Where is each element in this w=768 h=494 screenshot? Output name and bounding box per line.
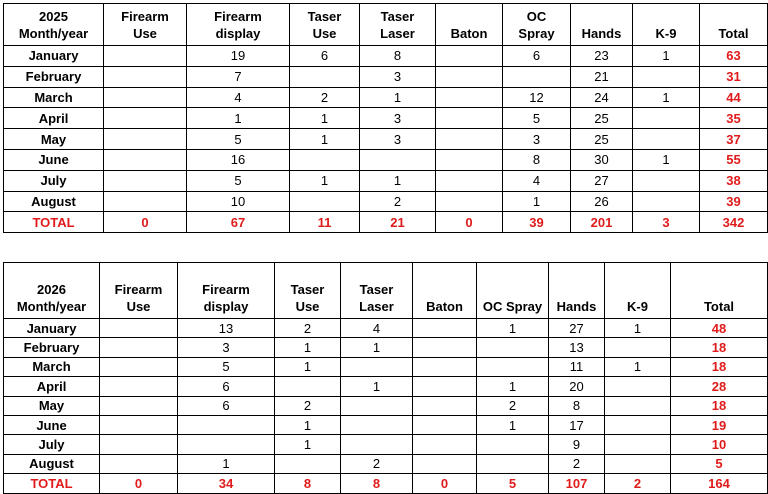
table-cell <box>436 149 503 170</box>
header-line: OC <box>526 9 547 24</box>
row-total-cell: 31 <box>700 66 768 87</box>
table-cell <box>477 435 549 454</box>
table-2026 <box>3 262 768 494</box>
table-cell: 8 <box>360 46 436 67</box>
row-total-cell: 35 <box>700 108 768 129</box>
table-cell: 2 <box>360 191 436 212</box>
table-cell <box>104 191 187 212</box>
table-cell: 2 <box>275 396 341 415</box>
table-cell: 25 <box>571 129 633 150</box>
table-cell: 1 <box>633 149 700 170</box>
table-cell <box>413 415 477 434</box>
table-cell: 2 <box>341 454 413 473</box>
table-cell: 21 <box>571 66 633 87</box>
table-cell <box>413 319 477 338</box>
table-cell: 24 <box>571 87 633 108</box>
table-cell: 19 <box>187 46 290 67</box>
column-header <box>477 263 549 319</box>
table-cell: 9 <box>549 435 605 454</box>
row-total-cell: 18 <box>671 338 768 357</box>
column-header <box>571 4 633 46</box>
month-cell: August <box>4 454 100 473</box>
table-row <box>4 357 768 376</box>
column-header <box>178 263 275 319</box>
table-cell: 13 <box>549 338 605 357</box>
month-cell: April <box>4 377 100 396</box>
table-cell <box>605 338 671 357</box>
header-line: Baton <box>426 299 463 314</box>
header-line: Firearm <box>202 282 250 297</box>
month-cell: January <box>4 46 104 67</box>
table-cell: 1 <box>290 108 360 129</box>
table-row <box>4 149 768 170</box>
month-cell: February <box>4 66 104 87</box>
row-total-cell: 38 <box>700 170 768 191</box>
total-cell: 11 <box>290 212 360 233</box>
table-cell: 17 <box>549 415 605 434</box>
table-cell <box>104 46 187 67</box>
header-line: Hands <box>556 299 597 314</box>
row-total-cell: 48 <box>671 319 768 338</box>
header-line: Total <box>703 299 735 314</box>
table-cell: 1 <box>633 87 700 108</box>
table-cell: 1 <box>360 87 436 108</box>
row-total-cell: 39 <box>700 191 768 212</box>
header-line: 2025 <box>39 9 68 24</box>
table-cell <box>477 454 549 473</box>
table-cell: 1 <box>477 319 549 338</box>
column-header <box>187 4 290 46</box>
table-cell: 7 <box>187 66 290 87</box>
month-cell: January <box>4 319 100 338</box>
table-cell: 27 <box>549 319 605 338</box>
table-cell: 1 <box>605 357 671 376</box>
table-row <box>4 435 768 454</box>
header-row <box>4 263 768 319</box>
table-cell: 3 <box>178 338 275 357</box>
table-cell <box>178 435 275 454</box>
table-cell: 1 <box>275 338 341 357</box>
table-cell: 12 <box>503 87 571 108</box>
table-cell: 5 <box>178 357 275 376</box>
table-cell: 1 <box>633 46 700 67</box>
table-cell <box>605 415 671 434</box>
table-cell <box>100 357 178 376</box>
table-cell: 20 <box>549 377 605 396</box>
column-header <box>671 263 768 319</box>
table-cell <box>413 357 477 376</box>
row-total-cell: 44 <box>700 87 768 108</box>
total-cell: 8 <box>341 474 413 493</box>
month-cell: July <box>4 435 100 454</box>
header-line: 2026 <box>37 282 66 297</box>
month-cell: August <box>4 191 104 212</box>
header-row <box>4 4 768 46</box>
table-cell: 3 <box>503 129 571 150</box>
table-cell <box>633 108 700 129</box>
header-line: Month/year <box>18 26 89 41</box>
total-cell: 0 <box>413 474 477 493</box>
table-cell: 1 <box>178 454 275 473</box>
table-cell <box>104 87 187 108</box>
header-line: Firearm <box>121 9 169 24</box>
total-cell: 0 <box>100 474 178 493</box>
table-cell <box>104 108 187 129</box>
table-cell: 1 <box>187 108 290 129</box>
table-cell: 1 <box>290 129 360 150</box>
month-cell: March <box>4 357 100 376</box>
table-cell <box>104 129 187 150</box>
table-row <box>4 338 768 357</box>
total-label: TOTAL <box>4 212 104 233</box>
total-label: TOTAL <box>4 474 100 493</box>
table-cell: 30 <box>571 149 633 170</box>
row-total-cell: 18 <box>671 357 768 376</box>
column-header <box>290 4 360 46</box>
table-cell: 8 <box>549 396 605 415</box>
month-cell: May <box>4 129 104 150</box>
table-row <box>4 170 768 191</box>
table-cell: 1 <box>503 191 571 212</box>
table-cell <box>633 66 700 87</box>
table-cell <box>341 396 413 415</box>
table-row <box>4 46 768 67</box>
table-cell <box>413 377 477 396</box>
month-cell: April <box>4 108 104 129</box>
total-cell: 201 <box>571 212 633 233</box>
header-line: Use <box>295 299 320 314</box>
table-cell <box>436 46 503 67</box>
table-cell <box>477 338 549 357</box>
table-cell <box>100 415 178 434</box>
table-cell <box>477 357 549 376</box>
table-cell: 2 <box>477 396 549 415</box>
header-line: Total <box>718 26 749 41</box>
header-line: Baton <box>450 26 488 41</box>
total-cell: 39 <box>503 212 571 233</box>
table-cell <box>275 454 341 473</box>
table-cell: 1 <box>275 435 341 454</box>
table-cell: 1 <box>290 170 360 191</box>
table-cell <box>341 435 413 454</box>
header-line: Use <box>312 26 337 41</box>
table-cell <box>633 129 700 150</box>
row-total-cell: 37 <box>700 129 768 150</box>
row-total-cell: 18 <box>671 396 768 415</box>
table-cell <box>436 170 503 191</box>
total-cell: 5 <box>477 474 549 493</box>
table-cell <box>100 454 178 473</box>
table-cell <box>605 377 671 396</box>
header-line: Firearm <box>114 282 163 297</box>
table-cell: 2 <box>549 454 605 473</box>
table-row <box>4 108 768 129</box>
table-cell <box>100 319 178 338</box>
column-header <box>549 263 605 319</box>
column-header <box>436 4 503 46</box>
month-cell: February <box>4 338 100 357</box>
table-cell: 1 <box>605 319 671 338</box>
table-cell <box>633 191 700 212</box>
table-cell: 5 <box>503 108 571 129</box>
table-cell <box>413 454 477 473</box>
table-row <box>4 66 768 87</box>
total-cell: 67 <box>187 212 290 233</box>
table-2025 <box>3 3 768 233</box>
total-cell: 107 <box>549 474 605 493</box>
table-cell: 6 <box>178 396 275 415</box>
column-header <box>700 4 768 46</box>
table-row <box>4 319 768 338</box>
header-line: Laser <box>380 26 415 41</box>
table-cell <box>341 415 413 434</box>
column-header <box>104 4 187 46</box>
table-cell <box>436 129 503 150</box>
column-header <box>605 263 671 319</box>
header-line: Laser <box>359 299 394 314</box>
table-cell <box>605 435 671 454</box>
row-total-cell: 55 <box>700 149 768 170</box>
table-cell: 6 <box>178 377 275 396</box>
table-row <box>4 454 768 473</box>
table-cell: 4 <box>341 319 413 338</box>
table-cell: 4 <box>503 170 571 191</box>
table-cell: 8 <box>503 149 571 170</box>
column-header <box>275 263 341 319</box>
table-cell: 4 <box>187 87 290 108</box>
table-cell: 1 <box>341 338 413 357</box>
table-cell: 16 <box>187 149 290 170</box>
month-cell: March <box>4 87 104 108</box>
table-cell <box>341 357 413 376</box>
table-cell <box>360 149 436 170</box>
table-cell <box>413 396 477 415</box>
table-row <box>4 396 768 415</box>
table-cell: 23 <box>571 46 633 67</box>
column-header <box>360 4 436 46</box>
table-cell <box>436 108 503 129</box>
row-total-cell: 28 <box>671 377 768 396</box>
header-line: Taser <box>380 9 415 24</box>
table-cell <box>100 377 178 396</box>
table-row <box>4 129 768 150</box>
table-cell <box>100 396 178 415</box>
table-cell <box>605 454 671 473</box>
total-row <box>4 474 768 493</box>
table-cell: 3 <box>360 129 436 150</box>
table-cell <box>290 191 360 212</box>
total-cell: 2 <box>605 474 671 493</box>
table-cell <box>436 191 503 212</box>
total-cell: 0 <box>436 212 503 233</box>
header-line: Taser <box>307 9 342 24</box>
column-header <box>4 263 100 319</box>
table-row <box>4 191 768 212</box>
total-cell: 3 <box>633 212 700 233</box>
header-line: Use <box>126 299 151 314</box>
table-cell <box>100 435 178 454</box>
table-cell <box>633 170 700 191</box>
row-total-cell: 63 <box>700 46 768 67</box>
table-cell <box>436 87 503 108</box>
table-cell <box>275 377 341 396</box>
header-line: display <box>215 26 261 41</box>
table-cell: 1 <box>477 415 549 434</box>
column-header <box>633 4 700 46</box>
table-cell: 11 <box>549 357 605 376</box>
row-total-cell: 19 <box>671 415 768 434</box>
total-cell: 0 <box>104 212 187 233</box>
total-row <box>4 212 768 233</box>
table-cell: 3 <box>360 108 436 129</box>
table-cell: 27 <box>571 170 633 191</box>
table-cell: 2 <box>275 319 341 338</box>
column-header <box>503 4 571 46</box>
month-cell: July <box>4 170 104 191</box>
table-cell: 13 <box>178 319 275 338</box>
header-line: Taser <box>359 282 394 297</box>
header-line: Use <box>133 26 157 41</box>
table-cell: 10 <box>187 191 290 212</box>
header-line: Hands <box>581 26 622 41</box>
header-line: Month/year <box>16 299 87 314</box>
column-header <box>341 263 413 319</box>
month-cell: June <box>4 149 104 170</box>
total-cell: 21 <box>360 212 436 233</box>
month-cell: May <box>4 396 100 415</box>
header-line: Spray <box>518 26 555 41</box>
table-cell <box>413 435 477 454</box>
table-cell: 2 <box>290 87 360 108</box>
table-cell: 1 <box>275 415 341 434</box>
table-cell <box>605 396 671 415</box>
table-cell <box>290 149 360 170</box>
table-cell <box>104 66 187 87</box>
table-cell: 6 <box>290 46 360 67</box>
table-cell: 5 <box>187 170 290 191</box>
table-cell <box>104 149 187 170</box>
header-line: OC Spray <box>482 299 543 314</box>
header-line: Firearm <box>214 9 262 24</box>
row-total-cell: 5 <box>671 454 768 473</box>
header-line: Taser <box>290 282 325 297</box>
table-cell: 5 <box>187 129 290 150</box>
header-line: K-9 <box>627 299 648 314</box>
column-header <box>4 4 104 46</box>
table-cell: 25 <box>571 108 633 129</box>
table-cell: 1 <box>477 377 549 396</box>
total-cell: 34 <box>178 474 275 493</box>
table-cell <box>503 66 571 87</box>
table-cell: 6 <box>503 46 571 67</box>
table-cell <box>100 338 178 357</box>
total-cell: 164 <box>671 474 768 493</box>
column-header <box>413 263 477 319</box>
table-row <box>4 87 768 108</box>
table-cell <box>436 66 503 87</box>
table-cell <box>290 66 360 87</box>
table-cell: 26 <box>571 191 633 212</box>
table-cell <box>104 170 187 191</box>
table-cell: 1 <box>275 357 341 376</box>
row-total-cell: 10 <box>671 435 768 454</box>
table-row <box>4 377 768 396</box>
table-cell <box>178 415 275 434</box>
column-header <box>100 263 178 319</box>
total-cell: 8 <box>275 474 341 493</box>
header-line: K-9 <box>655 26 677 41</box>
table-cell: 1 <box>360 170 436 191</box>
month-cell: June <box>4 415 100 434</box>
total-cell: 342 <box>700 212 768 233</box>
table-cell <box>413 338 477 357</box>
table-cell: 1 <box>341 377 413 396</box>
table-cell: 3 <box>360 66 436 87</box>
header-line: display <box>203 299 249 314</box>
table-row <box>4 415 768 434</box>
